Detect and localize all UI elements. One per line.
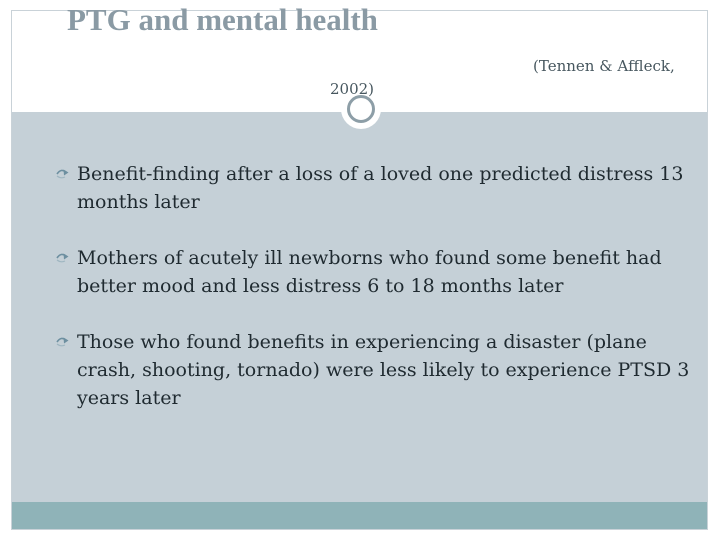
arrow-bullet-icon xyxy=(56,335,72,349)
citation-year: 2002) xyxy=(330,80,375,98)
bullet-text: Mothers of acutely ill newborns who found some benefit had better mood and less distress 6 to 18 months later xyxy=(77,247,662,297)
arrow-bullet-icon xyxy=(56,167,72,181)
bullet-text: Those who found benefits in experiencing a disaster (plane crash, shooting, tornado) were less likely to experience PTSD 3 years later xyxy=(77,331,690,409)
footer-bar xyxy=(12,502,707,529)
arrow-bullet-icon xyxy=(56,251,72,265)
bullet-item xyxy=(56,244,696,300)
bullet-list xyxy=(56,160,696,412)
slide-title: PTG and mental health xyxy=(67,2,378,37)
citation-authors: (Tennen & Affleck, xyxy=(533,57,675,75)
bullet-item xyxy=(56,160,696,216)
bullet-text: Benefit-finding after a loss of a loved one predicted distress 13 months later xyxy=(77,163,684,213)
bullet-item xyxy=(56,328,696,412)
